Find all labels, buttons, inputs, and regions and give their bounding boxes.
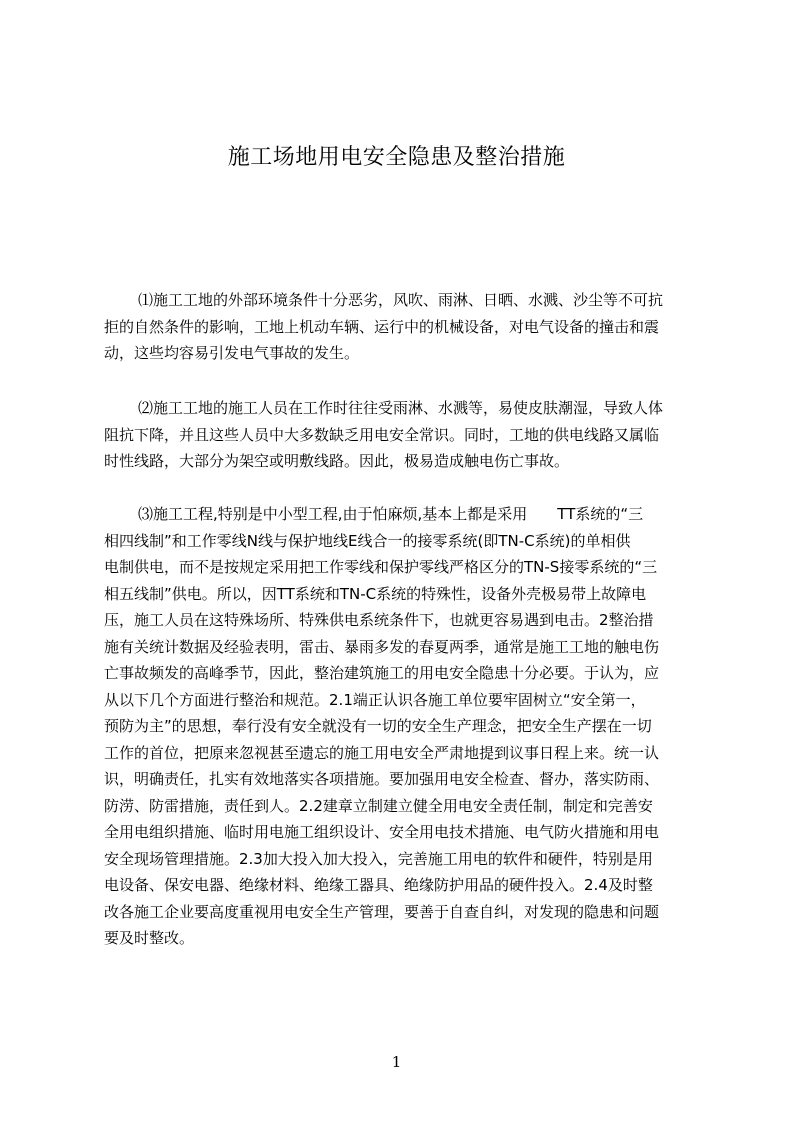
- paragraph-line: ⑵施工工地的施工人员在工作时往往受雨淋、水溅等，易使皮肤潮湿，导致人体: [138, 399, 664, 417]
- paragraph-line: ⑴施工工地的外部环境条件十分恶劣，风吹、雨淋、日晒、水溅、沙尘等不可抗: [138, 291, 664, 309]
- paragraph-line: 阻抗下降，并且这些人员中大多数缺乏用电安全常识。同时，工地的供电线路又属临: [104, 425, 660, 444]
- paragraph-line: 安全现场管理措施。2.3加大投入加大投入，完善施工用电的软件和硬件，特别是用: [104, 849, 653, 868]
- paragraph-line: 相五线制”供电。所以，因TT系统和TN-C系统的特殊性，设备外壳极易带上故障电: [104, 584, 647, 603]
- paragraph-2: [104, 395, 710, 475]
- paragraph-line: 压，施工人员在这特殊场所、特殊供电系统条件下，也就更容易遇到电击。2整治措: [104, 611, 654, 629]
- paragraph-line: ⑶施工工程,特别是中小型工程,由于怕麻烦,基本上都是采用 TT系统的“三: [138, 505, 644, 523]
- paragraph-line: 要及时整改。: [104, 929, 195, 947]
- paragraph-line: 电设备、保安电器、绝缘材料、绝缘工器具、绝缘防护用品的硬件投入。2.4及时整: [104, 876, 653, 894]
- page-number: 1: [391, 1053, 402, 1071]
- paragraph-line: 工作的首位，把原来忽视甚至遗忘的施工用电安全严肃地提到议事日程上来。统一认: [104, 743, 660, 762]
- paragraph-line: 动，这些均容易引发电气事故的发生。: [104, 344, 360, 362]
- document-title: 施工场地用电安全隐患及整治措施: [227, 145, 566, 170]
- paragraph-1: [104, 287, 710, 367]
- paragraph-line: 改各施工企业要高度重视用电安全生产管理，要善于自查自纠，对发现的隐患和问题: [104, 902, 660, 921]
- paragraph-line: 时性线路，大部分为架空或明敷线路。因此，极易造成触电伤亡事故。: [104, 452, 570, 470]
- paragraph-line: 识，明确责任，扎实有效地落实各项措施。要加强用电安全检查、督办，落实防雨、: [104, 770, 660, 788]
- paragraph-line: 拒的自然条件的影响，工地上机动车辆、运行中的机械设备，对电气设备的撞击和震: [104, 317, 660, 336]
- paragraph-line: 从以下几个方面进行整治和规范。2.1端正认识各施工单位要牢固树立“安全第一，: [104, 690, 646, 709]
- paragraph-line: 电制供电，而不是按规定采用把工作零线和保护零线严格区分的TN-S接零系统的“三: [104, 558, 658, 576]
- paragraph-line: 预防为主”的思想，奉行没有安全就没有一切的安全生产理念，把安全生产摆在一切: [104, 717, 652, 735]
- paragraph-line: 施有关统计数据及经验表明，雷击、暴雨多发的春夏两季，通常是施工工地的触电伤: [104, 637, 660, 656]
- paragraph-line: 防涝、防雷措施，责任到人。2.2建章立制建立健全用电安全责任制，制定和完善安: [104, 796, 653, 815]
- paragraph-3: [104, 501, 710, 952]
- paragraph-line: 相四线制”和工作零线N线与保护地线E线合一的接零系统(即TN-C系统)的单相供: [104, 531, 631, 550]
- paragraph-line: 全用电组织措施、临时用电施工组织设计、安全用电技术措施、电气防火措施和用电: [104, 823, 660, 841]
- paragraph-line: 亡事故频发的高峰季节，因此，整治建筑施工的用电安全隐患十分必要。于认为，应: [104, 664, 660, 682]
